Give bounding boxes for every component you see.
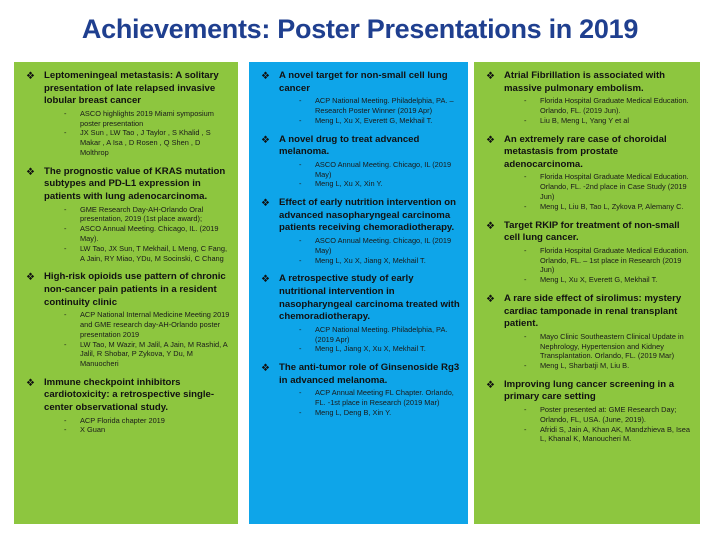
diamond-bullet-icon: ❖ bbox=[486, 379, 495, 391]
poster-item bbox=[482, 379, 692, 444]
detail-line bbox=[64, 128, 230, 157]
dash-marker: - bbox=[524, 201, 527, 211]
poster-details bbox=[279, 388, 460, 417]
detail-line bbox=[299, 344, 460, 354]
detail-line bbox=[524, 202, 692, 212]
diamond-bullet-icon: ❖ bbox=[486, 220, 495, 232]
detail-line bbox=[524, 172, 692, 201]
detail-text: ASCO Annual Meeting. Chicago, IL. (2019 May). bbox=[80, 224, 219, 243]
poster-title: An extremely rare case of choroidal metastasis from prostate adenocarcinoma. bbox=[504, 133, 667, 170]
detail-line bbox=[524, 332, 692, 361]
diamond-bullet-icon: ❖ bbox=[261, 71, 270, 82]
poster-title: A retrospective study of early nutritional intervention in nasopharyngeal carcinoma treated with chemoradiotherapy. bbox=[279, 273, 460, 323]
poster-title: Effect of early nutrition intervention on advanced nasopharyngeal carcinoma patients receiving chemoradiotherapy. bbox=[279, 197, 456, 234]
detail-line bbox=[64, 205, 230, 225]
poster-title: The prognostic value of KRAS mutation subtypes and PD-L1 expression in patients with lung adenocarcinoma. bbox=[44, 165, 226, 202]
dash-marker: - bbox=[524, 172, 527, 182]
detail-text: Meng L, Deng B, Xin Y. bbox=[315, 407, 392, 417]
detail-line bbox=[299, 236, 460, 256]
dash-marker: - bbox=[524, 96, 527, 106]
dash-marker: - bbox=[64, 310, 67, 320]
poster-title: A novel target for non-small cell lung cancer bbox=[279, 70, 448, 94]
detail-text: ACP National Internal Medicine Meeting 2019 and GME research day-AH-Orlando poster presentation 2019 bbox=[80, 310, 230, 339]
poster-details bbox=[504, 172, 692, 211]
detail-line bbox=[524, 275, 692, 285]
poster-title: High-risk opioids use pattern of chronic non-cancer pain patients in a resident continuity clinic bbox=[44, 271, 226, 308]
dash-marker: - bbox=[64, 128, 67, 138]
dash-marker: - bbox=[299, 179, 302, 189]
poster-item bbox=[257, 134, 460, 190]
diamond-bullet-icon: ❖ bbox=[486, 293, 495, 305]
detail-text: LW Tao, M Wazir, M Jalil, A Jain, M Rashid, A Jalil, R Shobar, P Zykova, Y Du, M Manuocheri bbox=[80, 339, 228, 369]
dash-marker: - bbox=[524, 361, 527, 371]
dash-marker: - bbox=[64, 339, 67, 349]
dash-marker: - bbox=[64, 224, 67, 234]
detail-text: Meng L, Xu X, Xin Y. bbox=[315, 179, 383, 189]
dash-marker: - bbox=[299, 96, 302, 106]
detail-text: Meng L, Xu X, Jiang X, Mekhail T. bbox=[315, 255, 426, 265]
detail-text: Mayo Clinic Southeastern Clinical Update in Nephrology, Hypertension and Kidney Transplantation. Orlando, FL. (2019 Mar) bbox=[540, 331, 684, 361]
poster-title: Improving lung cancer screening in a primary care setting bbox=[504, 378, 675, 403]
dash-marker: - bbox=[64, 425, 67, 435]
detail-text: Meng L, Jiang X, Xu X, Mekhail T. bbox=[315, 344, 426, 354]
detail-line bbox=[64, 244, 230, 264]
poster-details bbox=[44, 310, 230, 369]
poster-details bbox=[279, 325, 460, 354]
diamond-bullet-icon: ❖ bbox=[26, 272, 35, 284]
detail-line bbox=[524, 116, 692, 126]
detail-line bbox=[299, 179, 460, 189]
dash-marker: - bbox=[299, 159, 302, 169]
poster-details bbox=[279, 96, 460, 125]
dash-marker: - bbox=[524, 331, 527, 341]
diamond-bullet-icon: ❖ bbox=[486, 134, 495, 146]
poster-item bbox=[257, 70, 460, 126]
detail-line bbox=[299, 325, 460, 345]
poster-item bbox=[257, 362, 460, 418]
dash-marker: - bbox=[299, 344, 302, 354]
detail-text: Meng L, Sharbatji M, Liu B. bbox=[540, 361, 630, 371]
detail-text: ASCO Annual Meeting. Chicago, IL (2019 May) bbox=[315, 159, 452, 179]
poster-item bbox=[22, 166, 230, 264]
poster-item bbox=[257, 273, 460, 354]
poster-item bbox=[22, 70, 230, 158]
poster-item bbox=[257, 197, 460, 265]
dash-marker: - bbox=[524, 405, 527, 415]
column-right bbox=[474, 62, 700, 524]
diamond-bullet-icon: ❖ bbox=[26, 71, 35, 82]
dash-marker: - bbox=[64, 415, 67, 425]
detail-text: Florida Hospital Graduate Medical Education. Orlando, FL. – 1st place in Research (2019 Jun) bbox=[540, 245, 689, 275]
poster-item bbox=[482, 70, 692, 126]
detail-text: ACP National Meeting. Philadelphia, PA. (2019 Apr) bbox=[315, 324, 448, 344]
detail-text: Meng L, Liu B, Tao L, Zykova P, Alemany C. bbox=[540, 201, 684, 211]
detail-line bbox=[64, 425, 230, 435]
detail-line bbox=[299, 160, 460, 180]
poster-title: Immune checkpoint inhibitors cardiotoxicity: a retrospective single-center observational study. bbox=[44, 376, 215, 414]
poster-details bbox=[279, 236, 460, 265]
poster-details bbox=[504, 246, 692, 285]
poster-item bbox=[482, 293, 692, 371]
detail-text: LW Tao, JX Sun, T Mekhail, L Meng, C Fang, A Jain, RY Miao, YDu, M Socinski, C Chang bbox=[80, 243, 228, 263]
detail-text: Meng L, Xu X, Everett G, Mekhail T. bbox=[315, 115, 433, 125]
poster-title: Atrial Fibrillation is associated with massive pulmonary embolism. bbox=[504, 70, 665, 94]
dash-marker: - bbox=[524, 275, 527, 285]
diamond-bullet-icon: ❖ bbox=[486, 71, 495, 82]
poster-title: A novel drug to treat advanced melanoma. bbox=[279, 133, 420, 158]
dash-marker: - bbox=[64, 204, 67, 214]
poster-details bbox=[504, 332, 692, 371]
detail-text: Afridi S, Jain A, Khan AK, Mandzhieva B, Isea L, Khanal K, Manoucheri M. bbox=[540, 424, 690, 444]
poster-details bbox=[279, 160, 460, 189]
detail-line bbox=[64, 109, 230, 129]
dash-marker: - bbox=[299, 255, 302, 265]
detail-text: ACP Annual Meeting FL Chapter. Orlando, FL. -1st place in Research (2019 Mar) bbox=[315, 388, 454, 408]
dash-marker: - bbox=[299, 235, 302, 245]
page-title: Achievements: Poster Presentations in 2019 bbox=[81, 14, 639, 44]
detail-text: X Guan bbox=[80, 425, 106, 435]
poster-details bbox=[504, 405, 692, 444]
detail-text: ASCO highlights 2019 Miami symposium poster presentation bbox=[80, 108, 214, 128]
poster-title: Target RKIP for treatment of non-small cell lung cancer. bbox=[504, 219, 680, 244]
diamond-bullet-icon: ❖ bbox=[261, 363, 270, 375]
detail-line bbox=[524, 246, 692, 275]
poster-details bbox=[504, 96, 692, 125]
dash-marker: - bbox=[64, 243, 67, 253]
poster-title: A rare side effect of sirolimus: mystery cardiac tamponade in renal transplant patient. bbox=[504, 292, 682, 330]
detail-text: ACP National Meeting. Philadelphia, PA. – Research Poster Winner (2019 Apr) bbox=[315, 96, 454, 115]
poster-details bbox=[44, 416, 230, 436]
column-middle bbox=[249, 62, 468, 524]
diamond-bullet-icon: ❖ bbox=[261, 198, 270, 210]
dash-marker: - bbox=[524, 115, 527, 125]
poster-item bbox=[22, 271, 230, 369]
detail-line bbox=[524, 405, 692, 425]
detail-line bbox=[299, 388, 460, 408]
detail-line bbox=[299, 408, 460, 418]
detail-text: Poster presented at: GME Research Day; Orlando, FL, USA. (June, 2019). bbox=[540, 405, 677, 424]
poster-details bbox=[44, 205, 230, 264]
diamond-bullet-icon: ❖ bbox=[261, 134, 270, 146]
diamond-bullet-icon: ❖ bbox=[261, 274, 270, 286]
poster-item bbox=[482, 134, 692, 212]
poster-details bbox=[44, 109, 230, 158]
poster-title: Leptomeningeal metastasis: A solitary presentation of late relapsed invasive lobular breast cancer bbox=[44, 70, 219, 107]
dash-marker: - bbox=[299, 115, 302, 125]
detail-line bbox=[299, 256, 460, 266]
column-left bbox=[14, 62, 238, 524]
dash-marker: - bbox=[524, 424, 527, 434]
detail-text: Florida Hospital Graduate Medical Education. Orlando, FL. -2nd place in Case Study (2019 Jun) bbox=[540, 172, 689, 201]
poster-item bbox=[22, 377, 230, 435]
detail-line bbox=[524, 425, 692, 445]
poster-title: The anti-tumor role of Ginsenoside Rg3 in advanced melanoma. bbox=[279, 362, 460, 386]
detail-text: ACP Florida chapter 2019 bbox=[80, 415, 165, 425]
detail-line bbox=[524, 96, 692, 116]
diamond-bullet-icon: ❖ bbox=[26, 166, 35, 178]
detail-line bbox=[64, 340, 230, 369]
detail-line bbox=[299, 96, 460, 116]
detail-line bbox=[524, 361, 692, 371]
detail-line bbox=[64, 224, 230, 244]
detail-line bbox=[299, 116, 460, 126]
detail-text: JX Sun , LW Tao , J Taylor , S Khalid , S Makar , A Isa , D Rosen , Q Shen , D Molthrop bbox=[80, 128, 211, 157]
detail-text: Liu B, Meng L, Yang Y et al bbox=[540, 115, 630, 125]
detail-text: Florida Hospital Graduate Medical Education. Orlando, FL. (2019 Jun). bbox=[540, 96, 689, 115]
dash-marker: - bbox=[64, 108, 67, 118]
diamond-bullet-icon: ❖ bbox=[26, 377, 35, 389]
poster-item bbox=[482, 220, 692, 285]
dash-marker: - bbox=[524, 245, 527, 255]
detail-text: Meng L, Xu X, Everett G, Mekhail T. bbox=[540, 275, 658, 285]
detail-text: ASCO Annual Meeting. Chicago, IL (2019 May) bbox=[315, 235, 452, 255]
dash-marker: - bbox=[299, 388, 302, 398]
detail-line bbox=[64, 416, 230, 426]
detail-text: GME Research Day-AH-Orlando Oral presentation, 2019 (1st place award); bbox=[80, 204, 204, 224]
detail-line bbox=[64, 310, 230, 339]
dash-marker: - bbox=[299, 407, 302, 417]
dash-marker: - bbox=[299, 324, 302, 334]
